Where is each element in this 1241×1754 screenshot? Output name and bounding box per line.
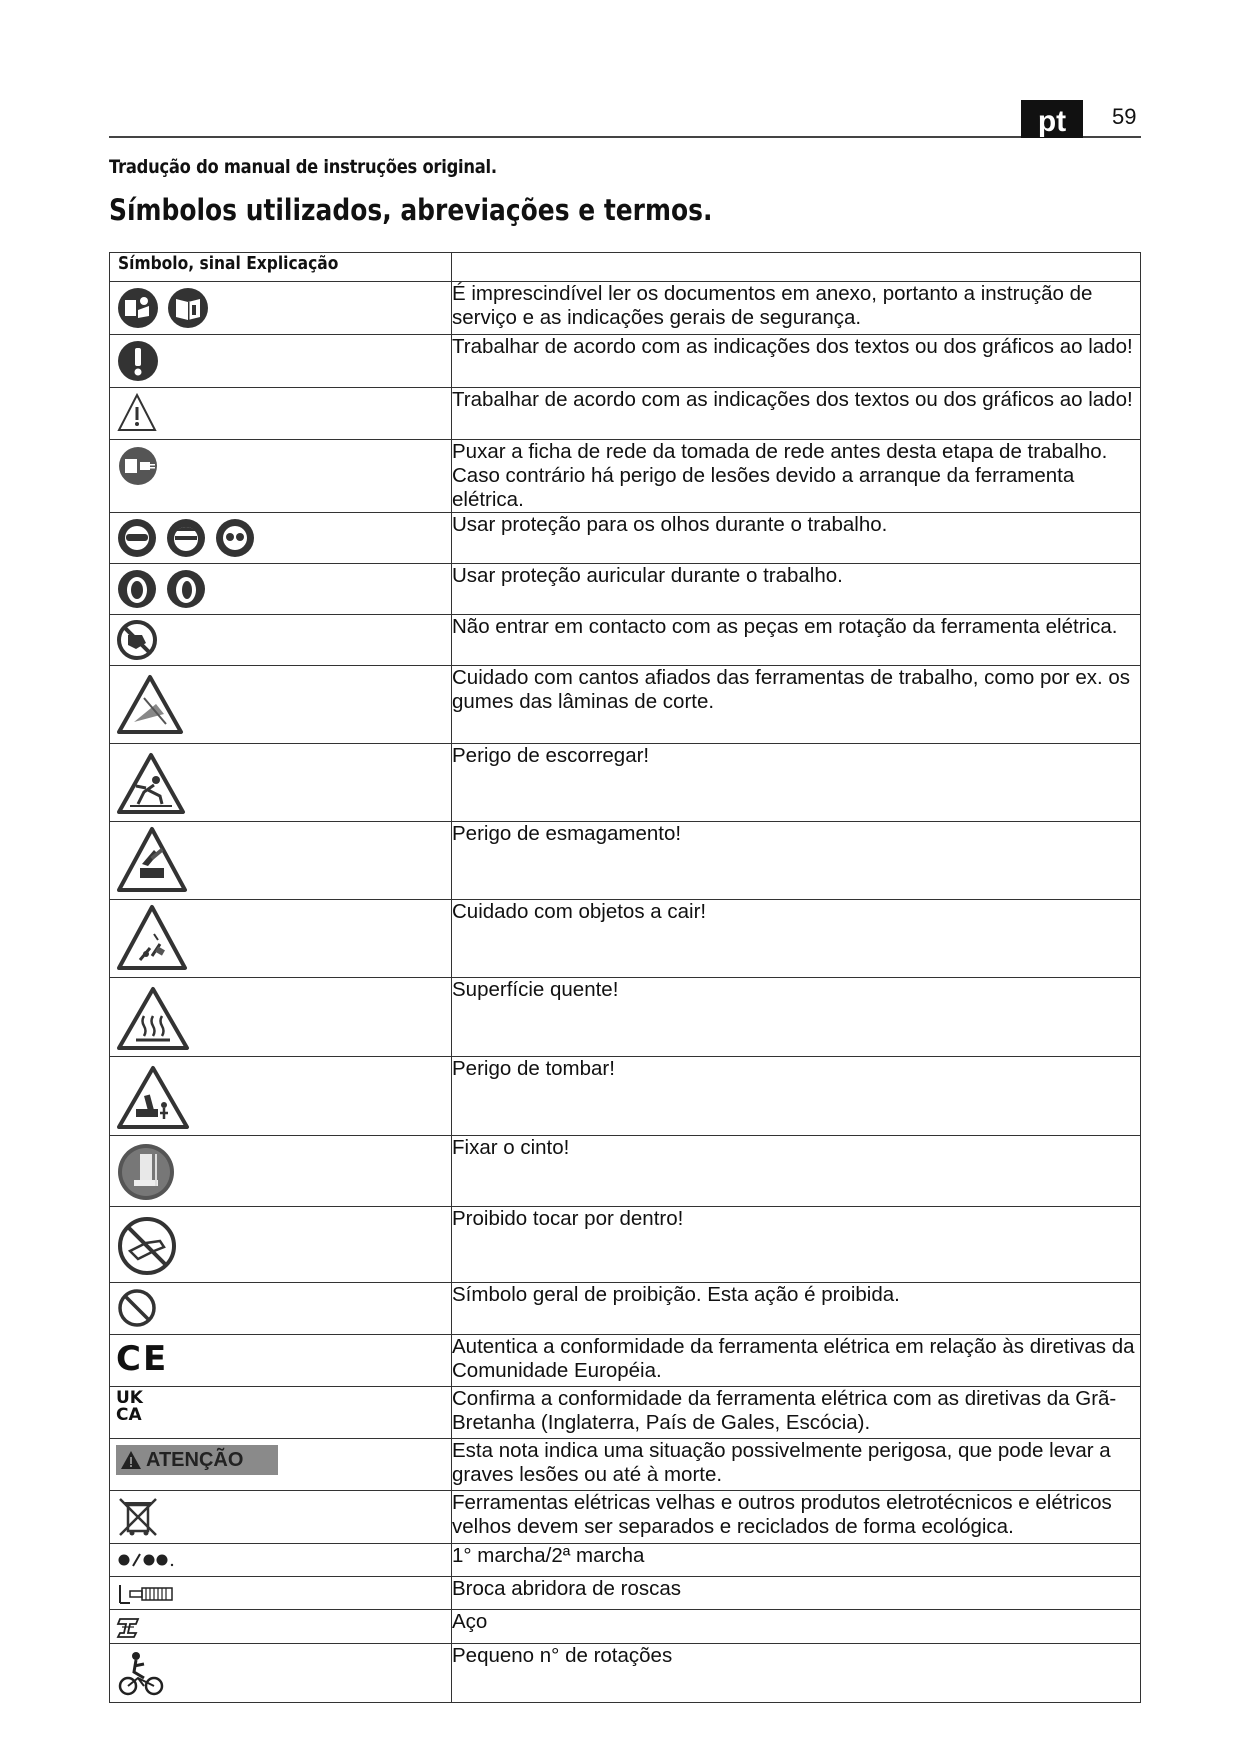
page-number: 59 bbox=[1112, 104, 1137, 129]
eye-protection-icon bbox=[116, 517, 158, 559]
row-text: Esta nota indica uma situação possivelmente perigosa, que pode levar a graves lesões ou até à morte. bbox=[452, 1439, 1141, 1491]
ukca-mark-icon: UK CA bbox=[116, 1388, 143, 1425]
falling-objects-warning-icon bbox=[116, 904, 188, 972]
row-text: Superfície quente! bbox=[452, 978, 1141, 1057]
row-text: Confirma a conformidade da ferramenta elétrica com as diretivas da Grã-Bretanha (Inglaterra, País de Gales, Escócia). bbox=[452, 1387, 1141, 1439]
prohibition-icon bbox=[116, 1287, 158, 1329]
ear-protection-icon bbox=[165, 568, 207, 610]
no-touch-rotating-icon bbox=[116, 619, 158, 661]
mandatory-exclamation-icon bbox=[116, 339, 160, 383]
row-text: 1° marcha/2ª marcha bbox=[452, 1544, 1141, 1577]
warning-triangle-icon bbox=[116, 392, 158, 434]
fasten-belt-icon bbox=[116, 1142, 176, 1202]
table-row bbox=[110, 564, 1141, 615]
row-text: Aço bbox=[452, 1610, 1141, 1644]
table-row bbox=[110, 744, 1141, 822]
table-row bbox=[110, 440, 1141, 513]
row-text: Símbolo geral de proibição. Esta ação é proibida. bbox=[452, 1283, 1141, 1335]
unplug-icon bbox=[116, 444, 160, 488]
table-row bbox=[110, 1387, 1141, 1439]
thread-tap-icon bbox=[116, 1583, 176, 1605]
row-text: Cuidado com cantos afiados das ferramentas de trabalho, como por ex. os gumes das lâminas de corte. bbox=[452, 666, 1141, 744]
table-row bbox=[110, 1491, 1141, 1544]
crush-warning-icon bbox=[116, 826, 188, 894]
slip-warning-icon bbox=[116, 752, 186, 816]
ce-mark-icon: CE bbox=[116, 1339, 169, 1379]
header-rule bbox=[109, 136, 1141, 138]
ear-protection-icon bbox=[116, 568, 158, 610]
read-manual-icon bbox=[116, 286, 160, 330]
row-text: Fixar o cinto! bbox=[452, 1136, 1141, 1207]
row-text: Trabalhar de acordo com as indicações dos textos ou dos gráficos ao lado! bbox=[452, 335, 1141, 388]
table-header-explanation bbox=[452, 253, 1141, 282]
row-text: Não entrar em contacto com as peças em rotação da ferramenta elétrica. bbox=[452, 615, 1141, 666]
no-reach-in-icon bbox=[116, 1215, 178, 1277]
table-row bbox=[110, 1136, 1141, 1207]
row-text: Autentica a conformidade da ferramenta elétrica em relação às diretivas da Comunidade Européia. bbox=[452, 1335, 1141, 1387]
document-subtitle: Tradução do manual de instruções original. bbox=[109, 156, 497, 178]
sharp-edges-warning-icon bbox=[116, 674, 184, 736]
table-row bbox=[110, 978, 1141, 1057]
table-row bbox=[110, 615, 1141, 666]
row-text: Broca abridora de roscas bbox=[452, 1577, 1141, 1610]
table-row bbox=[110, 335, 1141, 388]
row-text: Perigo de tombar! bbox=[452, 1057, 1141, 1136]
row-text: Puxar a ficha de rede da tomada de rede antes desta etapa de trabalho. Caso contrário há perigo de lesões devido a arranque da ferramenta elétrica. bbox=[452, 440, 1141, 513]
row-text: Proibido tocar por dentro! bbox=[452, 1207, 1141, 1283]
weee-bin-icon bbox=[116, 1495, 160, 1539]
row-text: Trabalhar de acordo com as indicações dos textos ou dos gráficos ao lado! bbox=[452, 388, 1141, 440]
row-text: Usar proteção para os olhos durante o trabalho. bbox=[452, 513, 1141, 564]
table-row bbox=[110, 1057, 1141, 1136]
gear-dots-icon bbox=[116, 1550, 180, 1570]
row-text: Perigo de esmagamento! bbox=[452, 822, 1141, 900]
table-row bbox=[110, 513, 1141, 564]
row-text: Ferramentas elétricas velhas e outros produtos eletrotécnicos e elétricos velhos devem ser separados e reciclados de forma ecológica. bbox=[452, 1491, 1141, 1544]
symbols-table bbox=[109, 252, 1141, 1703]
page-title: Símbolos utilizados, abreviações e termos. bbox=[109, 193, 713, 227]
steel-icon bbox=[116, 1615, 146, 1639]
table-row bbox=[110, 1283, 1141, 1335]
low-speed-bike-icon bbox=[116, 1650, 166, 1698]
safety-glasses-icon bbox=[214, 517, 256, 559]
face-shield-icon bbox=[165, 517, 207, 559]
table-row bbox=[110, 1439, 1141, 1491]
warning-triangle-small-icon bbox=[120, 1450, 142, 1470]
table-row bbox=[110, 1207, 1141, 1283]
table-row bbox=[110, 900, 1141, 978]
language-tag: pt bbox=[1021, 100, 1083, 138]
table-row bbox=[110, 1544, 1141, 1577]
table-header-row bbox=[110, 253, 1141, 282]
row-text: Cuidado com objetos a cair! bbox=[452, 900, 1141, 978]
table-row bbox=[110, 1577, 1141, 1610]
info-manual-icon bbox=[166, 286, 210, 330]
tip-over-warning-icon bbox=[116, 1065, 190, 1131]
row-text: Pequeno n° de rotações bbox=[452, 1644, 1141, 1703]
row-text: É imprescindível ler os documentos em anexo, portanto a instrução de serviço e as indicações gerais de segurança. bbox=[452, 282, 1141, 335]
row-text: Perigo de escorregar! bbox=[452, 744, 1141, 822]
table-row bbox=[110, 1610, 1141, 1644]
table-row bbox=[110, 282, 1141, 335]
table-row bbox=[110, 1335, 1141, 1387]
attention-label-icon: ATENÇÃO bbox=[116, 1445, 278, 1475]
table-header-symbol: Símbolo, sinal Explicação bbox=[110, 253, 452, 282]
hot-surface-warning-icon bbox=[116, 986, 190, 1052]
table-row bbox=[110, 822, 1141, 900]
table-row bbox=[110, 1644, 1141, 1703]
table-row bbox=[110, 666, 1141, 744]
row-text: Usar proteção auricular durante o trabalho. bbox=[452, 564, 1141, 615]
table-row bbox=[110, 388, 1141, 440]
